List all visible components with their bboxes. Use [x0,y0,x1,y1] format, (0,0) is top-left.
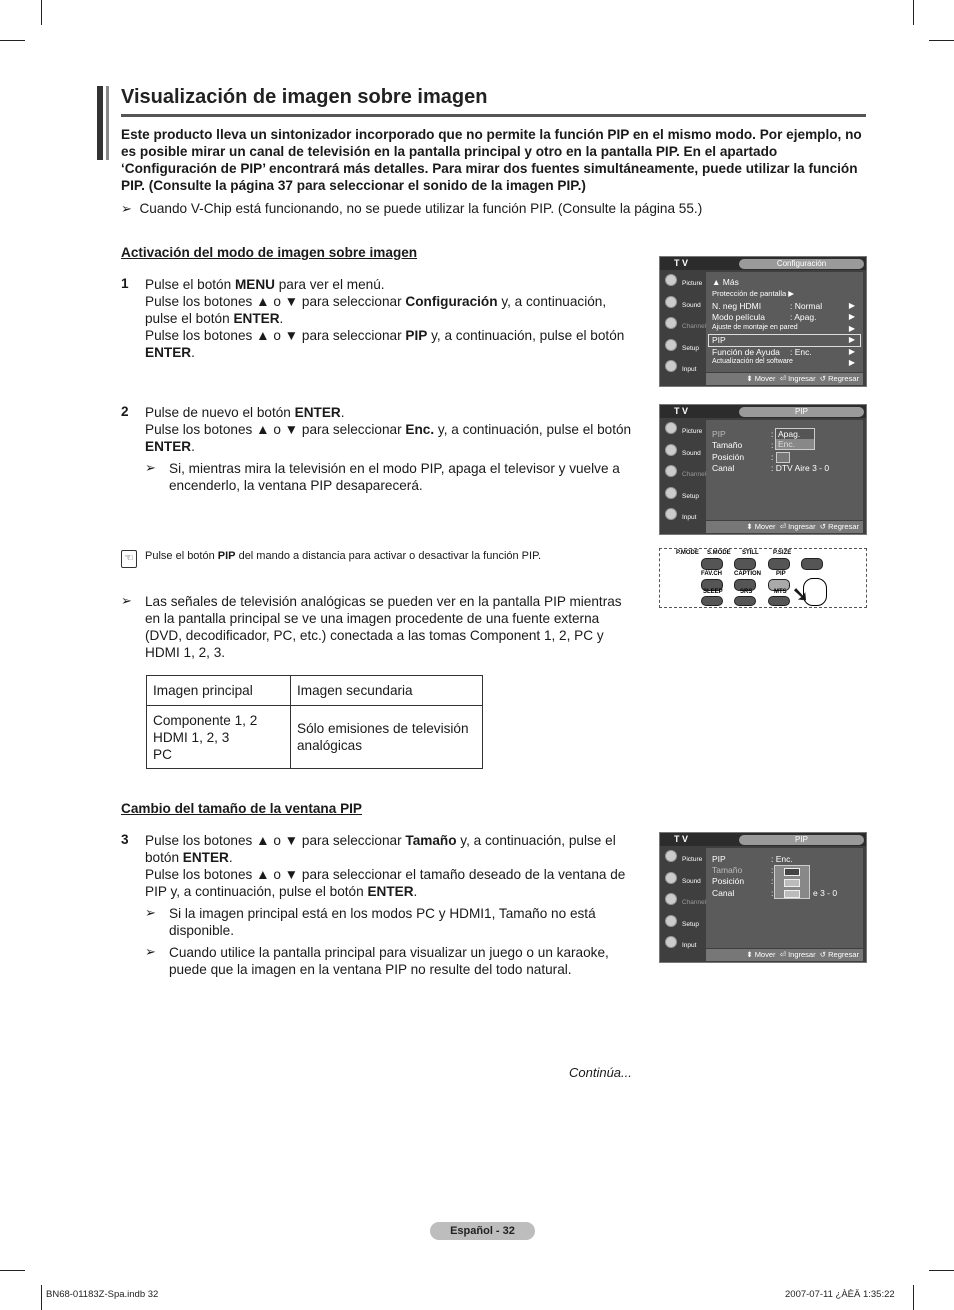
position-icon [776,452,790,463]
arrow-icon: ➢ [121,593,132,608]
picture-icon [665,274,677,286]
remote-button [701,596,723,606]
menu-item: PIP [712,429,726,439]
menu-value: : Apag. [790,312,817,322]
setup-icon [665,339,677,351]
menu-panel [706,848,863,948]
remote-button [734,558,756,570]
title-accent-bar [97,86,103,160]
step-2-text: Pulse de nuevo el botón ENTER. Pulse los botones ▲ o ▼ para seleccionar Enc. y, a continuación, pulse el botón ENTER. [145,405,632,454]
section-heading: Cambio del tamaño de la ventana PIP [121,801,362,816]
menu-sidebar [660,419,707,527]
right-arrow-icon: ▶ [848,301,855,310]
crop-mark [929,40,954,41]
channel-icon [665,465,677,477]
section-heading: Activación del modo de imagen sobre imagen [121,245,418,260]
sound-icon [665,444,677,456]
channel-icon [665,317,677,329]
picture-icon [665,422,677,434]
menu-item: Actualización del software [712,358,793,365]
picture-icon [665,850,677,862]
menu-panel [706,272,863,372]
size-small-icon [784,868,800,876]
pointer-hand-icon: ➘ [792,584,809,606]
sidebar-item-channel: Channel [660,314,704,336]
menu-item: Ajuste de montaje en pared [712,324,798,331]
menu-item: PIP [712,854,726,864]
menu-highlight [708,334,861,347]
step-3-note: Si la imagen principal está en los modos PC y HDMI1, Tamaño no está disponible. [169,906,596,938]
sidebar-item-input: Input [660,933,704,955]
sidebar-item-setup: Setup [660,912,704,934]
input-icon [665,936,677,948]
sidebar-item-setup: Setup [660,336,704,358]
menu-value: : [771,452,774,462]
menu-value: : [771,876,774,886]
menu-value: : [771,429,774,439]
menu-sidebar [660,847,707,955]
source-table [146,675,483,769]
arrow-icon: ➢ [145,905,156,920]
table-header-cell: Imagen secundaria [291,676,483,706]
step-number: 2 [121,404,129,419]
tv-menu-screen [659,404,867,535]
crop-mark [913,0,914,25]
sidebar-item-channel: Channel [660,462,704,484]
sidebar-item-sound: Sound [660,293,704,315]
menu-item: Canal [712,463,735,473]
table-cell: Componente 1, 2 HDMI 1, 2, 3 PC [147,706,291,769]
menu-item: Posición [712,876,745,886]
input-icon [665,508,677,520]
remote-button [734,596,756,606]
tv-label: T V [674,406,689,416]
crop-mark [0,40,25,41]
menu-value: : [771,888,774,898]
menu-sidebar [660,271,707,379]
intro-paragraph: Este producto lleva un sintonizador incorporado que no permite la función PIP en el mismo modo. Por ejemplo, no es posible mirar un canal de televisión en la pantalla principal y otro en la pantalla PIP. En el apartado ‘Configuración de PIP’ encontrará más detalles. Para mirar dos fuentes simultáneamente, puede utilizar la función PIP. (Consulte la página 37 para seleccionar el sonido de la imagen PIP.) [121,127,862,193]
menu-value: : [771,440,774,450]
footer-file-info: BN68-01183Z-Spa.indb 32 [46,1289,159,1300]
sidebar-item-sound: Sound [660,441,704,463]
setup-icon [665,915,677,927]
menu-footer: ⬍ Mover ⏎ Ingresar ↺ Regresar [706,949,863,961]
sidebar-item-picture: Picture [660,271,704,293]
step-number: 1 [121,276,129,291]
remote-note: Pulse el botón PIP del mando a distancia para activar o desactivar la función PIP. [145,550,542,562]
menu-value: : DTV Aire 3 - 0 [771,463,830,473]
vchip-note [121,200,861,217]
menu-title: PIP [739,407,864,417]
setup-icon [665,487,677,499]
menu-footer: ⬍ Mover ⏎ Ingresar ↺ Regresar [706,373,863,385]
table-row [147,706,483,769]
menu-item-pip: PIP [712,335,726,345]
table-header-cell: Imagen principal [147,676,291,706]
arrow-icon: ➢ [121,201,132,216]
title-accent-bar [106,86,109,160]
crop-mark [913,1285,914,1310]
remote-button [701,558,723,570]
menu-item: Tamaño [712,865,743,875]
input-icon [665,360,677,372]
continue-label: Continúa... [569,1065,632,1080]
right-arrow-icon: ▶ [848,335,855,344]
table-row [147,676,483,706]
sidebar-item-channel: Channel [660,890,704,912]
analog-note: Las señales de televisión analógicas se pueden ver en la pantalla PIP mientras en la pantalla principal se ve una imagen procedente de una fuente externa (DVD, decodificador, PC, etc.) conectada a las tomas Component 1, 2, PC y HDMI 1, 2, 3. [145,594,622,660]
page-number-badge: Español - 32 [430,1222,535,1240]
menu-value: e 3 - 0 [813,888,838,898]
step-3-note: Cuando utilice la pantalla principal para visualizar un juego o un karaoke, puede que la imagen en la ventana PIP no resulte del todo natural. [169,945,609,977]
page-title: Visualización de imagen sobre imagen [121,86,488,108]
right-arrow-icon: ▶ [848,312,855,321]
menu-item: Canal [712,888,735,898]
menu-panel [706,420,863,520]
arrow-icon: ➢ [145,460,156,475]
crop-mark [0,1270,25,1271]
tv-menu-screen [659,256,867,387]
menu-footer: ⬍ Mover ⏎ Ingresar ↺ Regresar [706,521,863,533]
menu-item: N. neg HDMI [712,301,762,311]
vchip-note-text: Cuando V-Chip está funcionando, no se puede utilizar la función PIP. (Consulte la página 55.) [139,201,703,216]
tv-menu-screen [659,832,867,963]
crop-mark [41,1285,42,1310]
tv-label: T V [674,258,689,268]
remote-button [768,596,790,606]
menu-item: Protección de pantalla ▶ [712,289,795,298]
sound-icon [665,872,677,884]
right-arrow-icon: ▶ [848,347,855,356]
step-number: 3 [121,832,129,847]
size-double-icon [784,879,800,887]
menu-title: Configuración [739,259,864,269]
menu-item: Modo película [712,312,765,322]
size-option-popup [774,865,810,899]
sidebar-item-picture: Picture [660,847,704,869]
arrow-icon: ➢ [145,944,156,959]
menu-value: : [771,865,774,875]
channel-icon [665,893,677,905]
remote-button [768,558,790,570]
right-arrow-icon: ▶ [848,358,855,367]
sidebar-item-picture: Picture [660,419,704,441]
menu-value: : Normal [790,301,823,311]
remote-button [801,558,823,570]
menu-item: Tamaño [712,440,743,450]
menu-value: : Enc. [771,854,793,864]
menu-value: : Enc. [790,347,812,357]
remote-control-illustration: P.MODE S.MODE STILL P.SIZE FAV.CH CAPTION PIP SLEEP SRS MTS ➘ [659,548,867,608]
table-cell: Sólo emisiones de televisión analógicas [291,706,483,769]
hand-icon: ☜ [121,550,137,568]
step-3-text: Pulse los botones ▲ o ▼ para seleccionar Tamaño y, a continuación, pulse el botón ENTER. Pulse los botones ▲ o ▼ para seleccionar el tamaño deseado de la ventana de PIP y, a continuación, pulse el botón ENTER. [145,833,626,899]
sidebar-item-sound: Sound [660,869,704,891]
right-arrow-icon: ▶ [848,324,855,333]
footer-timestamp: 2007-07-11 ¿ÀÈÄ 1:35:22 [785,1289,895,1300]
menu-title: PIP [739,835,864,845]
sidebar-item-setup: Setup [660,484,704,506]
menu-item: ▲ Más [712,277,739,287]
sidebar-item-input: Input [660,505,704,527]
size-large-icon [784,890,800,898]
crop-mark [41,0,42,25]
tv-label: T V [674,834,689,844]
step-1-text: Pulse el botón MENU para ver el menú. Pulse los botones ▲ o ▼ para seleccionar Configuración y, a continuación, pulse el botón ENTER. Pulse los botones ▲ o ▼ para seleccionar PIP y, a continuación, pulse el botón ENTER. [145,277,625,360]
sound-icon [665,296,677,308]
option-popup [775,428,815,450]
step-2-note: Si, mientras mira la televisión en el modo PIP, apaga el televisor y vuelve a encenderlo, la ventana PIP desaparecerá. [169,461,620,493]
menu-item: Función de Ayuda [712,347,780,357]
option-item: Apag. [776,429,814,439]
title-divider [121,114,866,117]
option-item: Enc. [778,439,796,449]
sidebar-item-input: Input [660,357,704,379]
menu-item: Posición [712,452,745,462]
crop-mark [929,1270,954,1271]
